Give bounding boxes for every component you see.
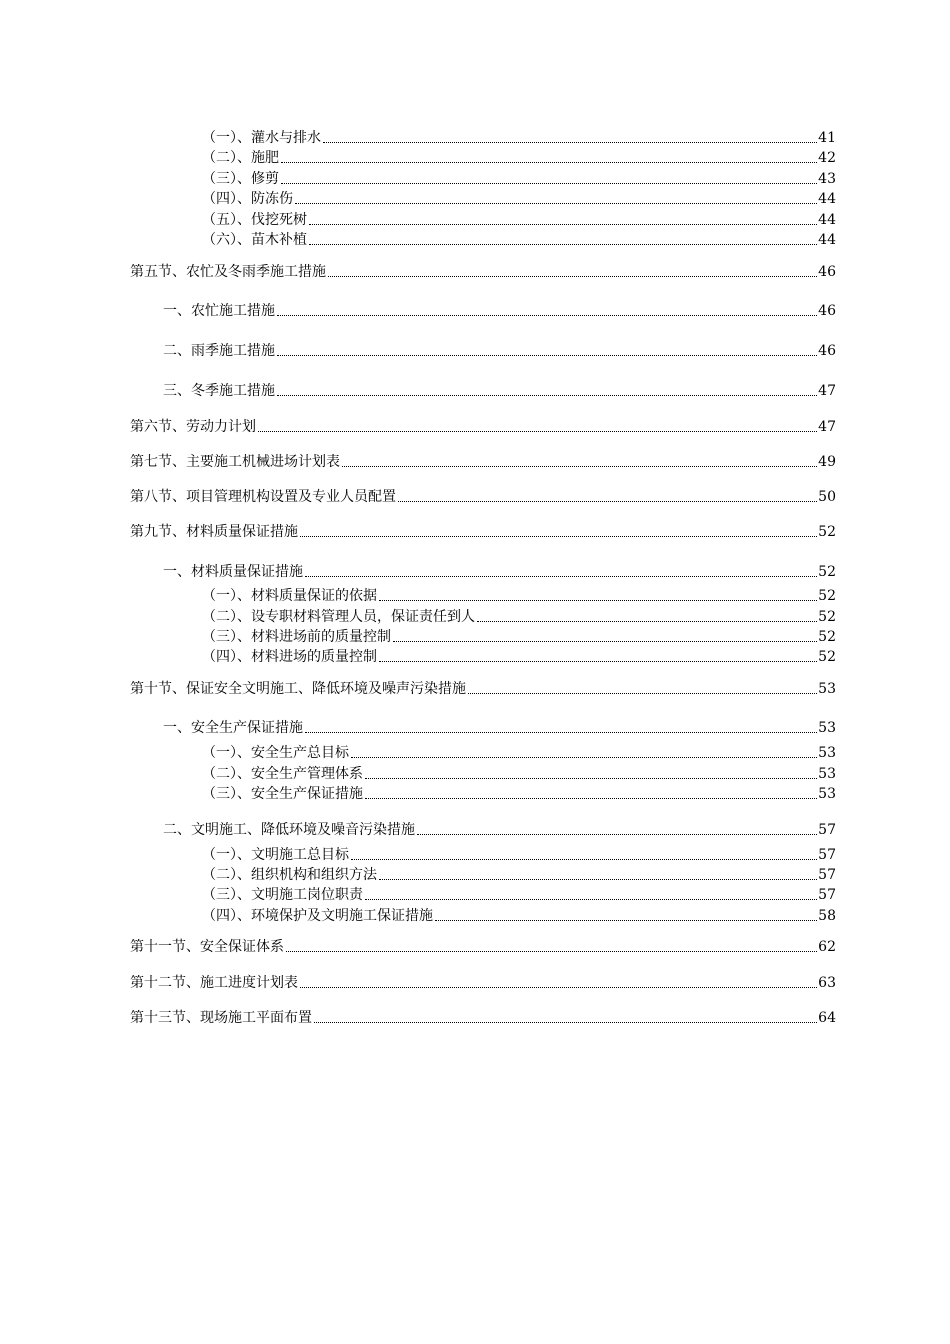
toc-entry[interactable] xyxy=(202,167,836,187)
toc-entry-title: 第十二节、施工进度计划表 xyxy=(130,975,298,991)
toc-entry-title: 第六节、劳动力计划 xyxy=(130,419,256,435)
toc-entry-title: 一、安全生产保证措施 xyxy=(163,720,303,736)
dot-leader xyxy=(379,868,817,880)
toc-page-number: 44 xyxy=(818,212,836,228)
toc-entry[interactable] xyxy=(202,126,836,146)
toc-entry-title: （二）、设专职材料管理人员，保证责任到人 xyxy=(202,609,475,625)
dot-leader xyxy=(314,1011,817,1023)
dot-leader xyxy=(281,151,817,163)
toc-page-number: 50 xyxy=(818,489,836,505)
toc-entry-title: 一、农忙施工措施 xyxy=(163,303,275,319)
dot-leader xyxy=(300,525,817,537)
toc-entry-title: 第八节、项目管理机构设置及专业人员配置 xyxy=(130,489,396,505)
toc-entry-title: 三、冬季施工措施 xyxy=(163,383,275,399)
toc-page-number: 63 xyxy=(818,975,836,991)
toc-entry[interactable] xyxy=(202,863,836,883)
toc-page-number: 52 xyxy=(818,588,836,604)
toc-entry[interactable] xyxy=(163,379,836,399)
toc-page-number: 52 xyxy=(818,629,836,645)
toc-entry-title: （三）、文明施工岗位职责 xyxy=(202,887,363,903)
toc-page-number: 53 xyxy=(818,720,836,736)
toc-page-number: 47 xyxy=(818,383,836,399)
toc-page-number: 49 xyxy=(818,454,836,470)
dot-leader xyxy=(351,746,817,758)
toc-entry[interactable] xyxy=(130,935,836,955)
toc-entry-title: （四）、材料进场的质量控制 xyxy=(202,649,377,665)
toc-entry-title: （三）、安全生产保证措施 xyxy=(202,786,363,802)
toc-entry-title: 第五节、农忙及冬雨季施工措施 xyxy=(130,264,326,280)
toc-entry[interactable] xyxy=(202,625,836,645)
toc-page-number: 57 xyxy=(818,867,836,883)
toc-entry[interactable] xyxy=(163,560,836,580)
toc-entry[interactable] xyxy=(130,1006,836,1026)
dot-leader xyxy=(351,848,817,860)
toc-entry[interactable] xyxy=(202,187,836,207)
dot-leader xyxy=(277,304,817,316)
toc-page-number: 57 xyxy=(818,847,836,863)
toc-entry[interactable] xyxy=(202,883,836,903)
toc-entry-title: （一）、文明施工总目标 xyxy=(202,847,349,863)
toc-entry-title: （二）、组织机构和组织方法 xyxy=(202,867,377,883)
toc-entry[interactable] xyxy=(130,520,836,540)
toc-entry[interactable] xyxy=(202,645,836,665)
dot-leader xyxy=(379,650,817,662)
toc-page-number: 53 xyxy=(818,745,836,761)
dot-leader xyxy=(393,630,817,642)
dot-leader xyxy=(468,682,817,694)
dot-leader xyxy=(342,455,817,467)
toc-entry-title: （二）、安全生产管理体系 xyxy=(202,766,363,782)
toc-page-number: 44 xyxy=(818,191,836,207)
toc-entry[interactable] xyxy=(202,584,836,604)
toc-page-number: 62 xyxy=(818,939,836,955)
toc-entry-title: （六）、苗木补植 xyxy=(202,232,307,248)
dot-leader xyxy=(281,172,817,184)
dot-leader xyxy=(323,131,817,143)
toc-entry[interactable] xyxy=(130,450,836,470)
dot-leader xyxy=(305,565,817,577)
toc-entry-title: 二、雨季施工措施 xyxy=(163,343,275,359)
toc-entry-title: 第七节、主要施工机械进场计划表 xyxy=(130,454,340,470)
dot-leader xyxy=(365,888,817,900)
toc-entry[interactable] xyxy=(202,208,836,228)
toc-page-number: 41 xyxy=(818,130,836,146)
toc-page-number: 52 xyxy=(818,524,836,540)
dot-leader xyxy=(277,344,817,356)
toc-entry[interactable] xyxy=(163,818,836,838)
dot-leader xyxy=(295,192,817,204)
toc-entry-title: （四）、环境保护及文明施工保证措施 xyxy=(202,908,433,924)
toc-page-number: 42 xyxy=(818,150,836,166)
dot-leader xyxy=(365,767,817,779)
dot-leader xyxy=(417,823,817,835)
dot-leader xyxy=(379,589,817,601)
toc-entry[interactable] xyxy=(130,415,836,435)
toc-entry[interactable] xyxy=(130,260,836,280)
dot-leader xyxy=(286,940,817,952)
dot-leader xyxy=(398,490,817,502)
toc-entry-title: 第十三节、现场施工平面布置 xyxy=(130,1010,312,1026)
toc-entry[interactable] xyxy=(202,782,836,802)
toc-page-number: 46 xyxy=(818,343,836,359)
toc-entry[interactable] xyxy=(202,741,836,761)
toc-page-number: 53 xyxy=(818,766,836,782)
toc-page-number: 46 xyxy=(818,264,836,280)
toc-entry-title: （三）、修剪 xyxy=(202,171,279,187)
toc-entry[interactable] xyxy=(130,677,836,697)
toc-entry[interactable] xyxy=(202,146,836,166)
toc-entry[interactable] xyxy=(202,843,836,863)
toc-page-number: 47 xyxy=(818,419,836,435)
toc-page-number: 52 xyxy=(818,609,836,625)
toc-entry[interactable] xyxy=(202,762,836,782)
toc-page-number: 64 xyxy=(818,1010,836,1026)
toc-entry[interactable] xyxy=(202,228,836,248)
toc-entry-title: （四）、防冻伤 xyxy=(202,191,293,207)
dot-leader xyxy=(365,787,817,799)
dot-leader xyxy=(300,976,817,988)
toc-entry[interactable] xyxy=(130,971,836,991)
toc-entry-title: 第十一节、安全保证体系 xyxy=(130,939,284,955)
toc-entry-title: 二、文明施工、降低环境及噪音污染措施 xyxy=(163,822,415,838)
toc-entry-title: 第十节、保证安全文明施工、降低环境及噪声污染措施 xyxy=(130,681,466,697)
dot-leader xyxy=(277,384,817,396)
toc-entry[interactable] xyxy=(163,299,836,319)
toc-entry-title: 一、材料质量保证措施 xyxy=(163,564,303,580)
toc-page-number: 53 xyxy=(818,681,836,697)
toc-entry-title: （二）、施肥 xyxy=(202,150,279,166)
toc-page-number: 43 xyxy=(818,171,836,187)
dot-leader xyxy=(305,721,817,733)
toc-page-number: 52 xyxy=(818,564,836,580)
dot-leader xyxy=(309,233,817,245)
toc-page-number: 44 xyxy=(818,232,836,248)
toc-entry-title: 第九节、材料质量保证措施 xyxy=(130,524,298,540)
toc-entry[interactable] xyxy=(163,339,836,359)
toc-page-number: 53 xyxy=(818,786,836,802)
dot-leader xyxy=(258,420,817,432)
toc-page-number: 52 xyxy=(818,649,836,665)
toc-entry[interactable] xyxy=(163,716,836,736)
dot-leader xyxy=(477,610,817,622)
toc-entry-title: （三）、材料进场前的质量控制 xyxy=(202,629,391,645)
toc-page-number: 58 xyxy=(818,908,836,924)
toc-entry[interactable] xyxy=(202,605,836,625)
toc-entry-title: （一）、材料质量保证的依据 xyxy=(202,588,377,604)
toc-entry-title: （一）、安全生产总目标 xyxy=(202,745,349,761)
toc-entry-title: （一）、灌水与排水 xyxy=(202,130,321,146)
toc-entry-title: （五）、伐挖死树 xyxy=(202,212,307,228)
toc-entry[interactable] xyxy=(202,904,836,924)
dot-leader xyxy=(328,265,817,277)
toc-page-number: 57 xyxy=(818,822,836,838)
dot-leader xyxy=(309,213,817,225)
dot-leader xyxy=(435,909,817,921)
toc-page-number: 46 xyxy=(818,303,836,319)
toc-entry[interactable] xyxy=(130,485,836,505)
toc-page-number: 57 xyxy=(818,887,836,903)
